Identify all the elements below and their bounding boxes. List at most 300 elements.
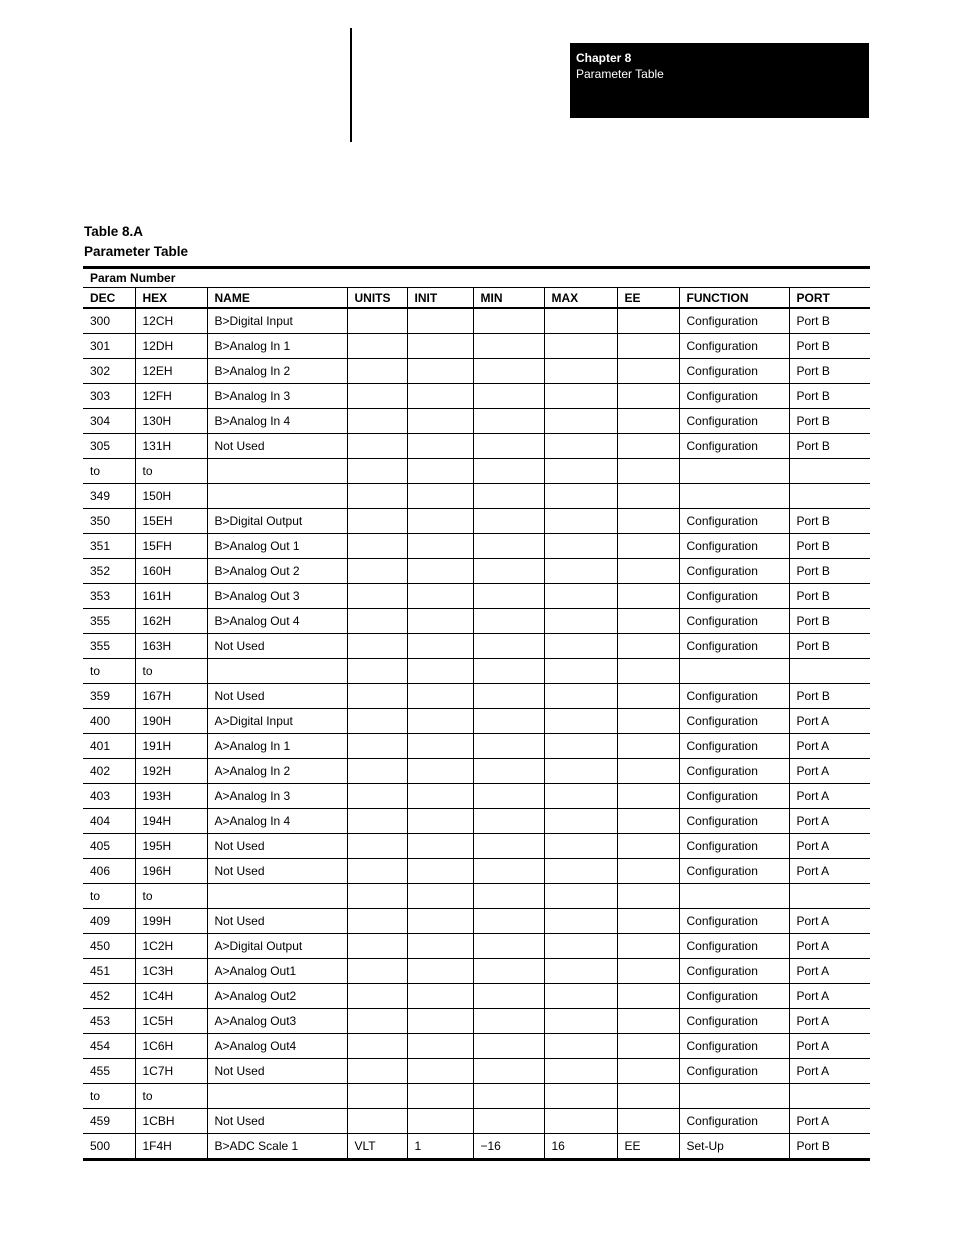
init-cell: [407, 759, 473, 784]
hex-cell: 167H: [135, 684, 207, 709]
max-cell: [544, 934, 617, 959]
hex-cell: 1C4H: [135, 984, 207, 1009]
dec-cell: 301: [83, 334, 135, 359]
function-cell: [679, 659, 789, 684]
dec-cell: 400: [83, 709, 135, 734]
ee-cell: [617, 784, 679, 809]
dec-cell: to: [83, 459, 135, 484]
max-cell: [544, 1109, 617, 1134]
port-cell: Port A: [789, 934, 870, 959]
max-cell: [544, 984, 617, 1009]
port-cell: Port A: [789, 1009, 870, 1034]
max-cell: [544, 584, 617, 609]
init-cell: [407, 509, 473, 534]
units-cell: [347, 984, 407, 1009]
function-cell: Configuration: [679, 308, 789, 334]
init-cell: [407, 1059, 473, 1084]
units-cell: [347, 684, 407, 709]
max-cell: [544, 459, 617, 484]
port-cell: Port A: [789, 784, 870, 809]
function-cell: Configuration: [679, 1009, 789, 1034]
ee-cell: [617, 934, 679, 959]
units-cell: [347, 559, 407, 584]
table-row: [83, 709, 870, 734]
hex-cell: 130H: [135, 409, 207, 434]
min-cell: [473, 1059, 544, 1084]
max-cell: [544, 1059, 617, 1084]
ee-cell: [617, 1034, 679, 1059]
max-cell: [544, 834, 617, 859]
name-cell: A>Analog Out3: [207, 1009, 347, 1034]
units-cell: [347, 809, 407, 834]
max-cell: [544, 1034, 617, 1059]
min-cell: [473, 1109, 544, 1134]
ee-cell: [617, 659, 679, 684]
table-row: [83, 809, 870, 834]
function-cell: Configuration: [679, 559, 789, 584]
hex-cell: 193H: [135, 784, 207, 809]
init-cell: [407, 884, 473, 909]
col-header-name: NAME: [207, 288, 347, 309]
units-cell: [347, 409, 407, 434]
units-cell: [347, 334, 407, 359]
ee-cell: [617, 384, 679, 409]
ee-cell: [617, 759, 679, 784]
port-cell: [789, 484, 870, 509]
max-cell: [544, 659, 617, 684]
units-cell: [347, 884, 407, 909]
table-row: [83, 384, 870, 409]
ee-cell: [617, 1109, 679, 1134]
name-cell: B>Analog Out 1: [207, 534, 347, 559]
name-cell: B>Analog In 3: [207, 384, 347, 409]
col-header-max: MAX: [544, 288, 617, 309]
dec-cell: 451: [83, 959, 135, 984]
units-cell: [347, 459, 407, 484]
max-cell: [544, 809, 617, 834]
ee-cell: [617, 909, 679, 934]
dec-cell: 300: [83, 308, 135, 334]
col-header-init: INIT: [407, 288, 473, 309]
units-cell: [347, 384, 407, 409]
init-cell: [407, 834, 473, 859]
init-cell: [407, 534, 473, 559]
table-row: [83, 1059, 870, 1084]
col-header-dec: DEC: [83, 288, 135, 309]
units-cell: [347, 709, 407, 734]
ee-cell: [617, 559, 679, 584]
table-row: [83, 1109, 870, 1134]
units-cell: [347, 959, 407, 984]
ee-cell: [617, 308, 679, 334]
units-cell: [347, 659, 407, 684]
min-cell: [473, 559, 544, 584]
units-cell: [347, 759, 407, 784]
units-cell: [347, 1084, 407, 1109]
table-row: [83, 459, 870, 484]
dec-cell: 405: [83, 834, 135, 859]
dec-cell: 450: [83, 934, 135, 959]
port-cell: [789, 1084, 870, 1109]
min-cell: [473, 809, 544, 834]
table-row: [83, 934, 870, 959]
function-cell: Configuration: [679, 609, 789, 634]
hex-cell: 1C2H: [135, 934, 207, 959]
max-cell: [544, 1009, 617, 1034]
hex-cell: 1C5H: [135, 1009, 207, 1034]
min-cell: [473, 684, 544, 709]
hex-cell: to: [135, 884, 207, 909]
dec-cell: 402: [83, 759, 135, 784]
table-row: [83, 684, 870, 709]
units-cell: [347, 584, 407, 609]
port-cell: Port B: [789, 509, 870, 534]
ee-cell: [617, 534, 679, 559]
ee-cell: [617, 334, 679, 359]
hex-cell: 131H: [135, 434, 207, 459]
table-row: [83, 334, 870, 359]
dec-cell: 305: [83, 434, 135, 459]
dec-cell: 455: [83, 1059, 135, 1084]
init-cell: [407, 909, 473, 934]
ee-cell: [617, 809, 679, 834]
col-header-hex: HEX: [135, 288, 207, 309]
dec-cell: 359: [83, 684, 135, 709]
ee-cell: [617, 734, 679, 759]
table-row: [83, 759, 870, 784]
port-cell: Port A: [789, 759, 870, 784]
min-cell: [473, 1034, 544, 1059]
function-cell: Configuration: [679, 984, 789, 1009]
port-cell: Port B: [789, 308, 870, 334]
dec-cell: 401: [83, 734, 135, 759]
max-cell: [544, 409, 617, 434]
max-cell: [544, 634, 617, 659]
table-row: [83, 559, 870, 584]
hex-cell: 150H: [135, 484, 207, 509]
name-cell: B>Analog Out 3: [207, 584, 347, 609]
name-cell: [207, 484, 347, 509]
name-cell: A>Analog Out4: [207, 1034, 347, 1059]
hex-cell: 12CH: [135, 308, 207, 334]
ee-cell: [617, 834, 679, 859]
name-cell: B>Digital Input: [207, 308, 347, 334]
init-cell: [407, 334, 473, 359]
param-number-header: Param Number: [90, 271, 176, 285]
port-cell: Port B: [789, 334, 870, 359]
function-cell: [679, 484, 789, 509]
dec-cell: 351: [83, 534, 135, 559]
col-header-function: FUNCTION: [679, 288, 789, 309]
dec-cell: 454: [83, 1034, 135, 1059]
init-cell: [407, 308, 473, 334]
units-cell: [347, 609, 407, 634]
name-cell: Not Used: [207, 909, 347, 934]
chapter-header-box: [570, 43, 869, 118]
min-cell: [473, 308, 544, 334]
name-cell: Not Used: [207, 1059, 347, 1084]
chapter-label: Chapter 8: [576, 51, 632, 65]
function-cell: [679, 459, 789, 484]
ee-cell: [617, 884, 679, 909]
table-row: [83, 959, 870, 984]
function-cell: Configuration: [679, 959, 789, 984]
init-cell: [407, 1109, 473, 1134]
function-cell: Configuration: [679, 684, 789, 709]
hex-cell: 191H: [135, 734, 207, 759]
function-cell: Configuration: [679, 784, 789, 809]
init-cell: [407, 1009, 473, 1034]
table-row: [83, 859, 870, 884]
units-cell: [347, 509, 407, 534]
function-cell: Configuration: [679, 934, 789, 959]
min-cell: [473, 909, 544, 934]
hex-cell: to: [135, 1084, 207, 1109]
port-cell: Port B: [789, 434, 870, 459]
function-cell: Configuration: [679, 809, 789, 834]
hex-cell: 12DH: [135, 334, 207, 359]
hex-cell: 15FH: [135, 534, 207, 559]
max-cell: [544, 334, 617, 359]
port-cell: Port A: [789, 709, 870, 734]
max-cell: [544, 509, 617, 534]
min-cell: [473, 434, 544, 459]
function-cell: Configuration: [679, 509, 789, 534]
table-row: [83, 308, 870, 334]
min-cell: [473, 609, 544, 634]
units-cell: [347, 1009, 407, 1034]
table-row: [83, 1034, 870, 1059]
min-cell: [473, 784, 544, 809]
init-cell: [407, 734, 473, 759]
units-cell: [347, 1109, 407, 1134]
hex-cell: 190H: [135, 709, 207, 734]
max-cell: [544, 759, 617, 784]
min-cell: [473, 734, 544, 759]
min-cell: [473, 484, 544, 509]
min-cell: [473, 534, 544, 559]
name-cell: Not Used: [207, 1109, 347, 1134]
hex-cell: 196H: [135, 859, 207, 884]
function-cell: Set-Up: [679, 1134, 789, 1160]
init-cell: [407, 609, 473, 634]
hex-cell: 161H: [135, 584, 207, 609]
max-cell: [544, 959, 617, 984]
port-cell: Port A: [789, 1034, 870, 1059]
table-row: [83, 734, 870, 759]
min-cell: [473, 1009, 544, 1034]
table-row: [83, 659, 870, 684]
max-cell: [544, 1084, 617, 1109]
dec-cell: 452: [83, 984, 135, 1009]
init-cell: [407, 484, 473, 509]
name-cell: A>Digital Output: [207, 934, 347, 959]
hex-cell: 1CBH: [135, 1109, 207, 1134]
max-cell: [544, 909, 617, 934]
min-cell: [473, 584, 544, 609]
dec-cell: 352: [83, 559, 135, 584]
function-cell: Configuration: [679, 359, 789, 384]
table-row: [83, 534, 870, 559]
dec-cell: 302: [83, 359, 135, 384]
max-cell: [544, 384, 617, 409]
table-title: Parameter Table: [84, 244, 189, 259]
units-cell: [347, 734, 407, 759]
init-cell: [407, 584, 473, 609]
units-cell: [347, 909, 407, 934]
hex-cell: 163H: [135, 634, 207, 659]
port-cell: Port B: [789, 409, 870, 434]
min-cell: [473, 409, 544, 434]
port-cell: Port A: [789, 809, 870, 834]
units-cell: [347, 859, 407, 884]
max-cell: [544, 784, 617, 809]
table-row: [83, 609, 870, 634]
function-cell: Configuration: [679, 534, 789, 559]
min-cell: [473, 709, 544, 734]
name-cell: B>ADC Scale 1: [207, 1134, 347, 1160]
hex-cell: 1F4H: [135, 1134, 207, 1160]
max-cell: [544, 534, 617, 559]
units-cell: [347, 534, 407, 559]
parameter-table: [83, 266, 870, 1161]
function-cell: Configuration: [679, 709, 789, 734]
hex-cell: 162H: [135, 609, 207, 634]
function-cell: Configuration: [679, 584, 789, 609]
min-cell: [473, 359, 544, 384]
ee-cell: [617, 1009, 679, 1034]
function-cell: Configuration: [679, 334, 789, 359]
units-cell: [347, 934, 407, 959]
min-cell: [473, 659, 544, 684]
param-number-row: [83, 268, 870, 288]
units-cell: [347, 434, 407, 459]
name-cell: B>Analog In 1: [207, 334, 347, 359]
max-cell: [544, 859, 617, 884]
hex-cell: 199H: [135, 909, 207, 934]
name-cell: Not Used: [207, 834, 347, 859]
table-row: [83, 984, 870, 1009]
init-cell: [407, 359, 473, 384]
table-row: [83, 884, 870, 909]
max-cell: [544, 484, 617, 509]
dec-cell: 403: [83, 784, 135, 809]
hex-cell: to: [135, 659, 207, 684]
init-cell: [407, 434, 473, 459]
name-cell: A>Digital Input: [207, 709, 347, 734]
table-row: [83, 409, 870, 434]
table-row: [83, 834, 870, 859]
min-cell: −16: [473, 1134, 544, 1160]
col-header-min: MIN: [473, 288, 544, 309]
dec-cell: to: [83, 884, 135, 909]
table-row: [83, 359, 870, 384]
units-cell: [347, 1059, 407, 1084]
init-cell: [407, 634, 473, 659]
units-cell: VLT: [347, 1134, 407, 1160]
name-cell: [207, 459, 347, 484]
port-cell: [789, 884, 870, 909]
min-cell: [473, 884, 544, 909]
min-cell: [473, 759, 544, 784]
port-cell: Port A: [789, 734, 870, 759]
units-cell: [347, 484, 407, 509]
min-cell: [473, 984, 544, 1009]
init-cell: [407, 1034, 473, 1059]
name-cell: B>Digital Output: [207, 509, 347, 534]
max-cell: [544, 709, 617, 734]
function-cell: [679, 1084, 789, 1109]
init-cell: [407, 684, 473, 709]
function-cell: Configuration: [679, 634, 789, 659]
min-cell: [473, 859, 544, 884]
min-cell: [473, 634, 544, 659]
dec-cell: to: [83, 1084, 135, 1109]
hex-cell: 195H: [135, 834, 207, 859]
dec-cell: 404: [83, 809, 135, 834]
ee-cell: [617, 984, 679, 1009]
function-cell: Configuration: [679, 1109, 789, 1134]
hex-cell: 1C3H: [135, 959, 207, 984]
table-row: [83, 1084, 870, 1109]
dec-cell: to: [83, 659, 135, 684]
name-cell: B>Analog In 4: [207, 409, 347, 434]
init-cell: [407, 459, 473, 484]
name-cell: Not Used: [207, 684, 347, 709]
port-cell: Port B: [789, 359, 870, 384]
table-row: [83, 634, 870, 659]
min-cell: [473, 1084, 544, 1109]
table-row: [83, 484, 870, 509]
section-label: Parameter Table: [576, 67, 664, 81]
hex-cell: 12FH: [135, 384, 207, 409]
dec-cell: 303: [83, 384, 135, 409]
ee-cell: [617, 434, 679, 459]
table-row: [83, 909, 870, 934]
name-cell: B>Analog Out 2: [207, 559, 347, 584]
name-cell: A>Analog In 3: [207, 784, 347, 809]
port-cell: Port B: [789, 384, 870, 409]
ee-cell: EE: [617, 1134, 679, 1160]
function-cell: Configuration: [679, 859, 789, 884]
port-cell: Port A: [789, 984, 870, 1009]
min-cell: [473, 384, 544, 409]
max-cell: [544, 684, 617, 709]
port-cell: Port A: [789, 1109, 870, 1134]
max-cell: [544, 359, 617, 384]
dec-cell: 453: [83, 1009, 135, 1034]
max-cell: [544, 884, 617, 909]
dec-cell: 349: [83, 484, 135, 509]
function-cell: [679, 884, 789, 909]
port-cell: Port A: [789, 834, 870, 859]
max-cell: [544, 734, 617, 759]
column-header-row: [83, 288, 870, 309]
hex-cell: 1C6H: [135, 1034, 207, 1059]
table-body: [83, 308, 870, 1160]
units-cell: [347, 308, 407, 334]
init-cell: [407, 409, 473, 434]
max-cell: [544, 308, 617, 334]
dec-cell: 355: [83, 609, 135, 634]
port-cell: [789, 459, 870, 484]
dec-cell: 304: [83, 409, 135, 434]
ee-cell: [617, 1084, 679, 1109]
ee-cell: [617, 1059, 679, 1084]
ee-cell: [617, 634, 679, 659]
max-cell: [544, 609, 617, 634]
min-cell: [473, 834, 544, 859]
